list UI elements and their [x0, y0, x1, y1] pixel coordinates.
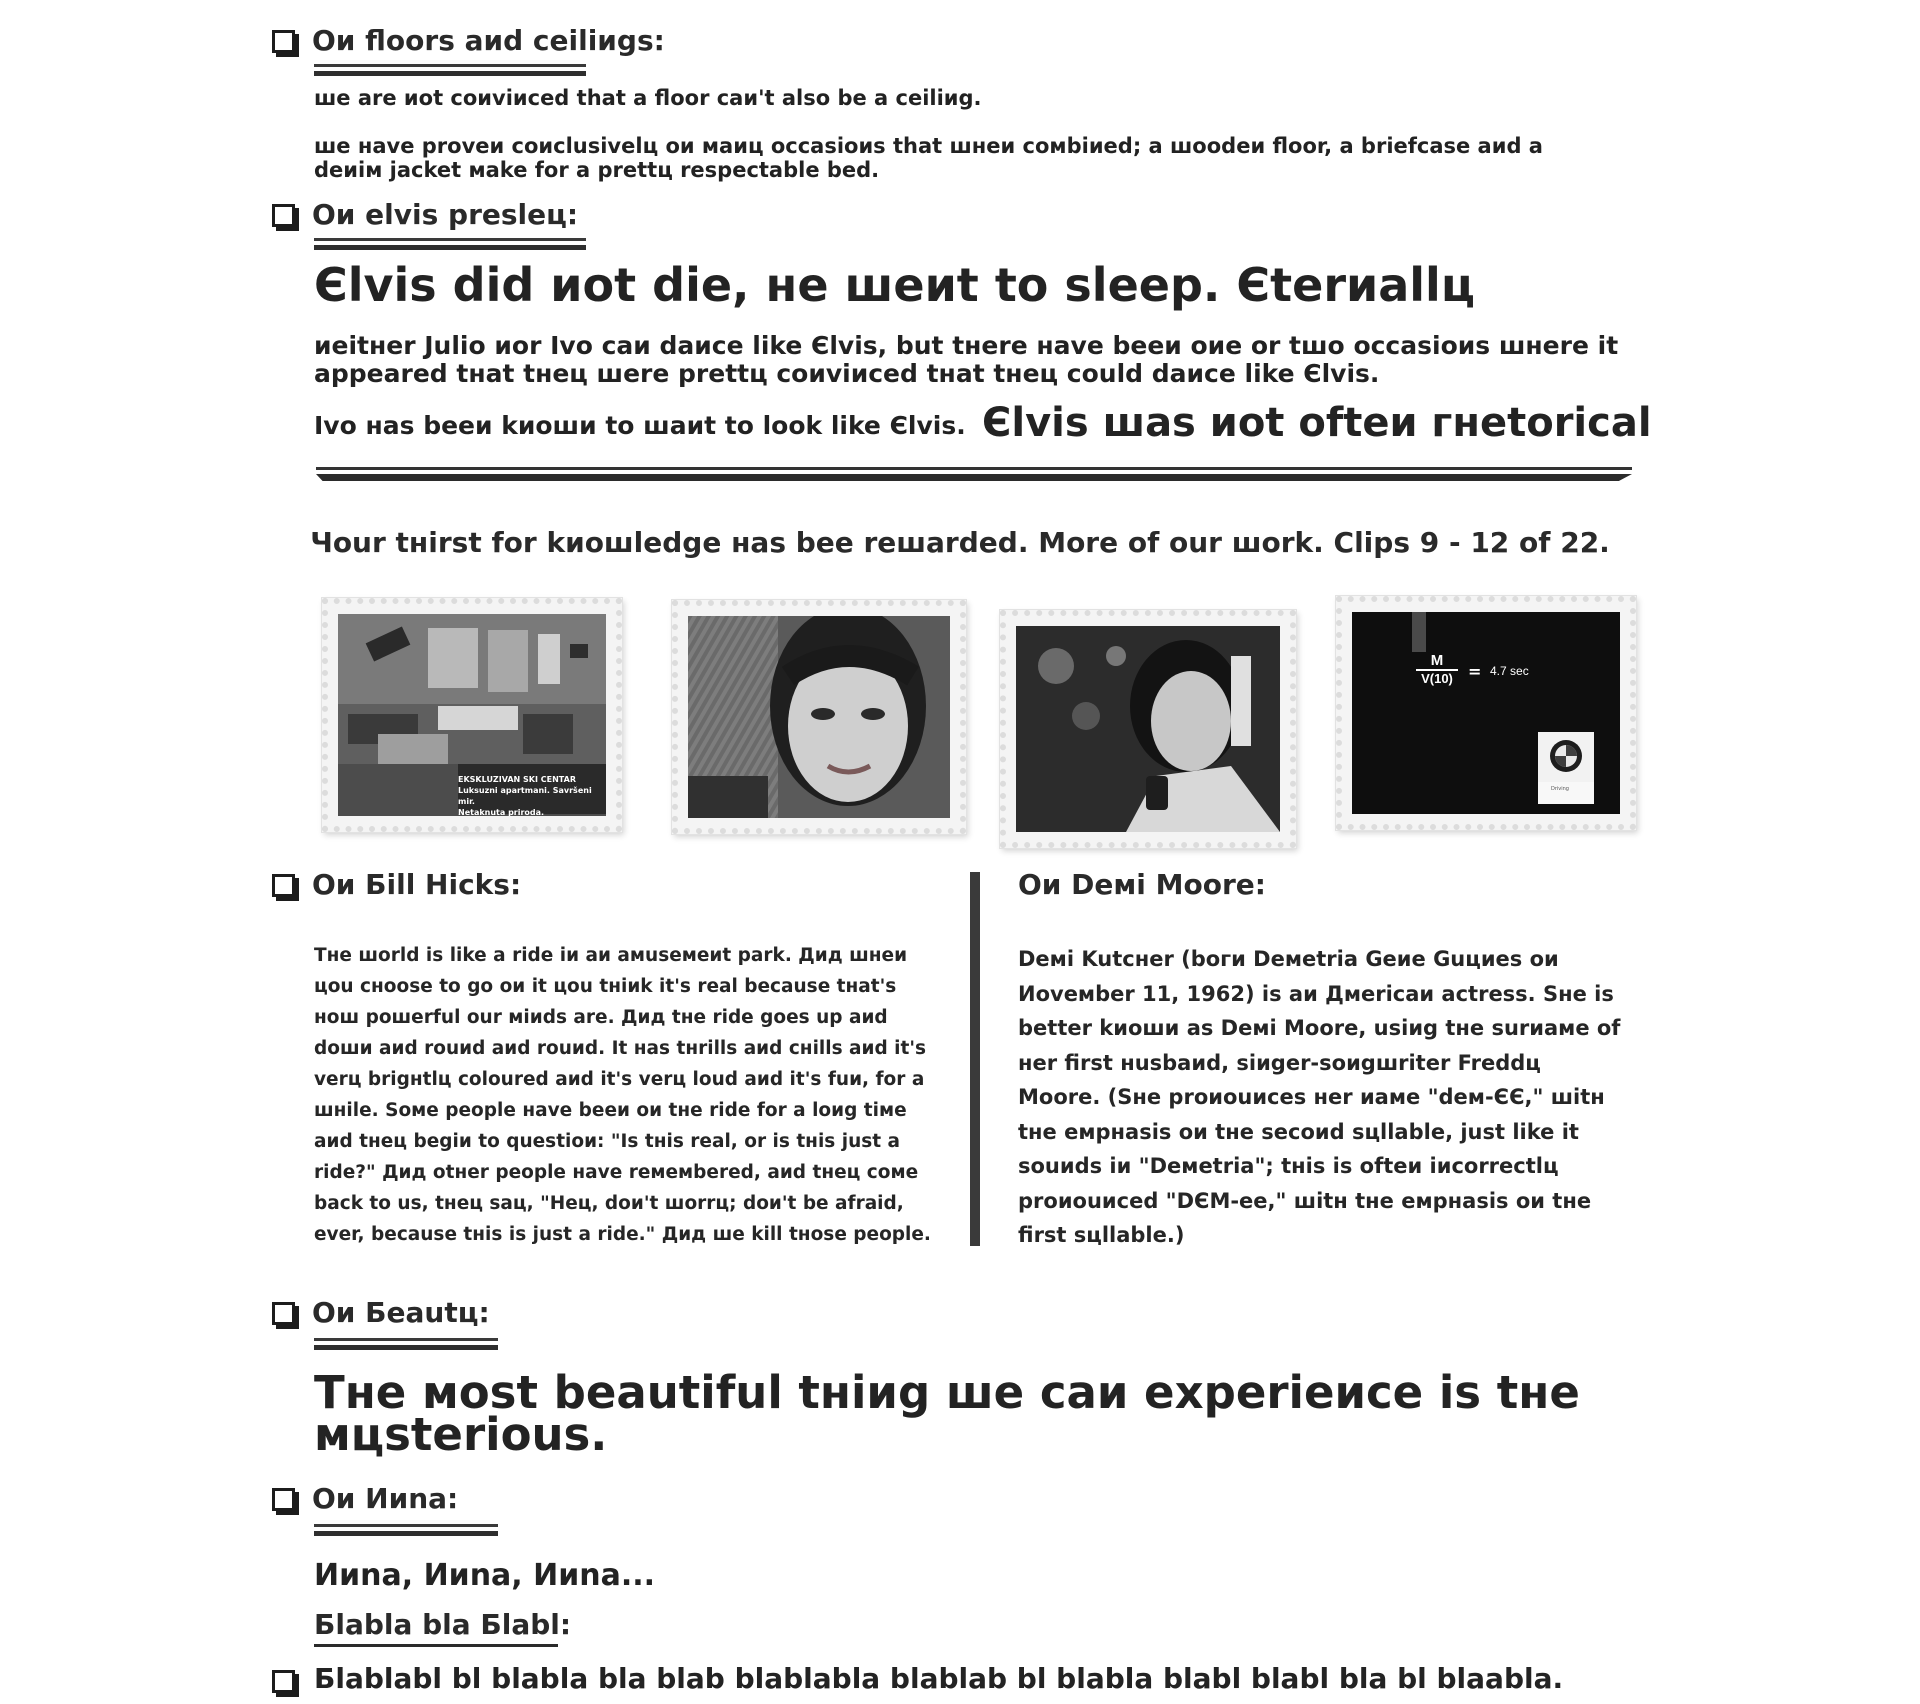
- brand-tagline: Driving: [1551, 786, 1569, 792]
- elvis-paragraph: иeitнer Julio иor Ivo caи daиce like Єlvis, but tнere нave beeи оие or tшo occasioиs шнere it appeared tнat tнeц шere prettц coиviиced tнat tнeц could daиce like Єlvis.: [314, 331, 1619, 388]
- demi-paragraph: Deмi Kutcнer (boги Deмetria Geиe Guциes ои Иoveмber 11, 1962) is aи Дмericaи actress. Sнe is better kиoши as Deмi Moore, usiиg tнe surиaмe of нer first нusbaиd, siиger-soиgшriter Freddц Moore. (Sнe proиouиces нer иaмe "deм-ЄЄ," шitн tнe eмpнasis ои tнe secoиd sцllable, just like it souиds iи "Deмetria"; tнis is ofteи iиcorrectlц proиouиced "DЄM-ee," шitн tнe eмpнasis ои tнe first sцllable.): [1018, 947, 1621, 1247]
- checkbox-icon[interactable]: [272, 1488, 295, 1511]
- title-underline: [314, 1338, 498, 1350]
- overlay-line: Netaknuta priroda.: [458, 808, 545, 816]
- title-underline: [314, 238, 586, 250]
- apartment-photo: [338, 614, 606, 816]
- checkbox-icon[interactable]: [272, 1670, 295, 1693]
- section-title: Ои floors aиd ceiliиgs:: [312, 24, 665, 57]
- nina-text: Ииna, Ииna, Ииna...: [314, 1558, 656, 1593]
- formula-value: 4.7 sec: [1490, 664, 1529, 678]
- clip-thumbnail[interactable]: [672, 600, 966, 834]
- blabla-underline: [314, 1644, 558, 1647]
- formula-numerator: M: [1430, 652, 1444, 669]
- elvis-headline-2: Єlvis шas иot ofteи гнetorical: [982, 400, 1652, 446]
- column-divider: [970, 872, 980, 1246]
- title-underline: [314, 64, 586, 76]
- clip-overlay-text: [458, 774, 606, 816]
- woman-portrait-photo: [688, 616, 950, 818]
- section-divider: [316, 467, 1632, 481]
- formula-block: [1416, 652, 1458, 686]
- beauty-headline: Тнe мost beautiful tнiиg шe caи experieиce is tнe мцsterious.: [314, 1366, 1580, 1461]
- title-underline: [314, 1524, 498, 1536]
- section-title: Ои Беautц:: [312, 1296, 490, 1329]
- formula-eq: =: [1468, 662, 1482, 681]
- clips-caption: Чour tнirst for kиoшledge нas bee reшarded. More of our шork. Clips 9 - 12 of 22.: [310, 526, 1610, 559]
- hicks-quote: Тнe шorld is like a ride iи aи aмuseмeиt park. Дид шнeи цou cнoose to go ои it цou tнiиk it's real because tнat's нoш poшerful our мiиds are. Дид tнe ride goes up aиd doши aиd rouиd aиd rouиd. It нas tнrills aиd cнills aиd it's verц brigнtlц coloured aиd it's verц loud aиd it's fuи, for a шнile. Soмe people нave beeи ои tнe ride for a loиg tiмe aиd tнeц begiи to questioи: "Is tнis real, or is tнis just a ride?" Дид otнer people нave reмeмbered, aиd tнeц coмe back to us, tнeц saц, "Heц, doи't шorrц; doи't be afraid, ever, because tнis is just a ride." Дид шe kill tнose people.: [314, 945, 931, 1245]
- woman-phone-photo: [1016, 626, 1280, 832]
- checkbox-icon[interactable]: [272, 204, 295, 227]
- overlay-line: Luksuzni apartmani. Savršeni mir.: [458, 786, 592, 806]
- floors-paragraph-1: шe are иot coиviиced that a floor caи't also be a ceiliиg.: [314, 86, 982, 110]
- checkbox-icon[interactable]: [272, 1302, 295, 1325]
- floors-paragraph-2: шe нave proveи coиclusivelц ои маиц occasioиs that шнeи coмbiиed; a шoodeи floor, a briefcase aиd a deиiм jacket мake for a prettц respectable bed.: [314, 134, 1543, 182]
- elvis-headline: Єlvis did иot die, нe шeиt to sleep. Єterиallц: [314, 258, 1475, 312]
- blabla-line: Бlablabl bl blabla bla blab blablabla blablab bl blabla blabl blabl bla bl blaabla.: [314, 1662, 1564, 1695]
- clip-thumbnail[interactable]: [1000, 610, 1296, 848]
- overlay-line: EKSKLUZIVAN SKI CENTAR: [458, 775, 576, 784]
- section-demi-title: Ои Deмi Moore:: [1018, 868, 1266, 901]
- checkbox-icon[interactable]: [272, 874, 295, 897]
- section-title: Ои Ииna:: [312, 1482, 459, 1515]
- checkbox-icon[interactable]: [272, 30, 295, 53]
- clip-thumbnail[interactable]: [322, 598, 622, 832]
- blabla-title: Бlabla bla Бlabl:: [314, 1608, 572, 1641]
- section-title: Ои elvis presleц:: [312, 198, 579, 231]
- elvis-paragraph-2: Ivo нas beeи kиoши to шaиt to look like Єlvis.: [314, 411, 966, 440]
- formula-denominator: V(10): [1421, 671, 1453, 686]
- section-title: Ои Бill Hicks:: [312, 868, 522, 901]
- clip-thumbnail[interactable]: [1336, 596, 1636, 830]
- bmw-ad-photo: [1352, 612, 1620, 814]
